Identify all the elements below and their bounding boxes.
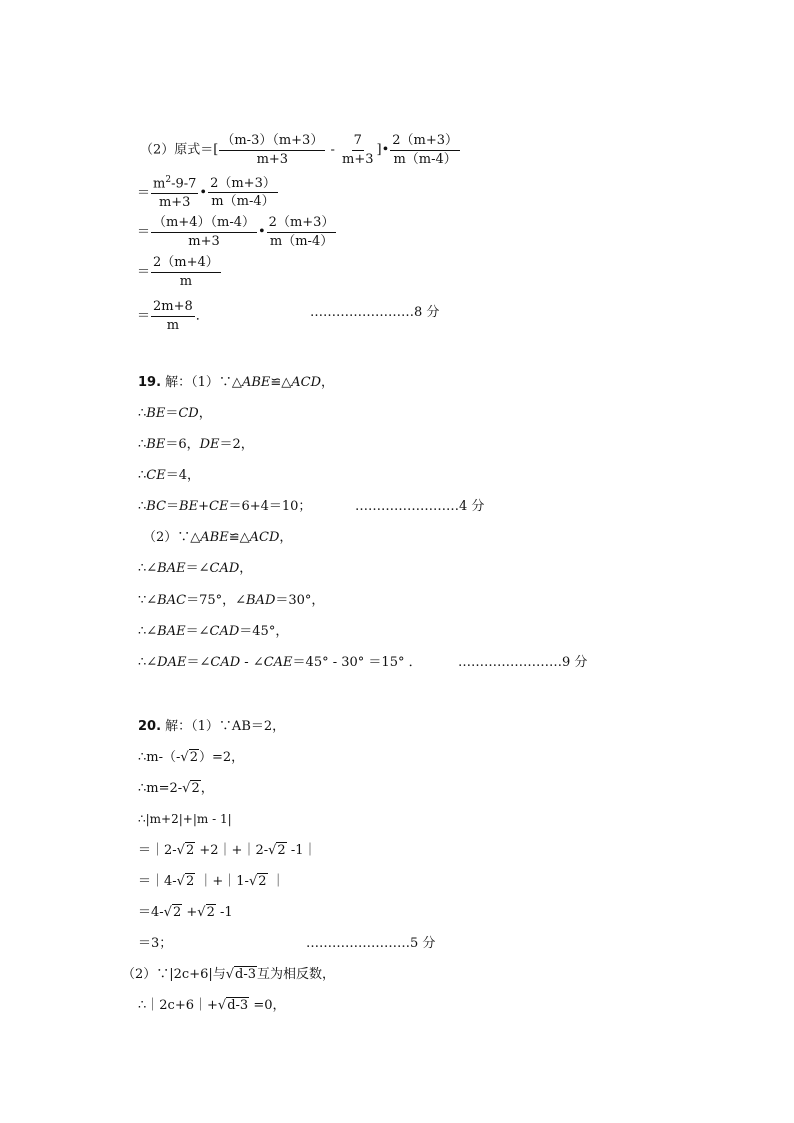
radicand: 2 xyxy=(206,905,215,920)
text: ∴m=2- xyxy=(138,781,183,796)
sqrt-icon xyxy=(197,906,216,919)
denominator: m+3 xyxy=(342,151,374,167)
p19-line-7 xyxy=(138,562,252,575)
fraction xyxy=(151,216,257,248)
radical-sign: √ xyxy=(197,905,206,920)
text: ∴ xyxy=(138,468,147,483)
text: ≌△ xyxy=(270,375,292,390)
text: ∴∠ xyxy=(138,655,158,670)
denominator: m+3 xyxy=(188,233,220,249)
p19-line-8 xyxy=(138,594,324,607)
radical-sign: √ xyxy=(176,843,185,858)
numerator: 2（m+3） xyxy=(267,216,337,233)
text: ＝2， xyxy=(219,437,254,452)
score-8: ……………………8 分 xyxy=(310,305,440,320)
text: CAD xyxy=(210,655,241,670)
p18-line-5 xyxy=(137,300,209,332)
p18-line-2 xyxy=(137,176,279,210)
radical-sign: √ xyxy=(268,843,277,858)
text: ∴m-（- xyxy=(138,750,181,765)
text: BE xyxy=(179,499,199,514)
text: BE xyxy=(146,406,166,421)
score-4: ……………………4 分 xyxy=(355,499,485,514)
numerator: 2m+8 xyxy=(151,300,195,317)
fraction xyxy=(267,216,337,248)
numerator: （m+4）（m-4） xyxy=(151,216,257,233)
fraction xyxy=(151,176,198,210)
radical-sign: √ xyxy=(176,874,185,889)
text: - xyxy=(326,142,339,158)
text: ）=2， xyxy=(198,750,245,765)
denominator: m+3 xyxy=(158,194,191,210)
denominator: m xyxy=(166,317,180,333)
p19-line-1 xyxy=(138,376,334,389)
text: ＝∠ xyxy=(186,655,211,670)
radicand: 2 xyxy=(185,843,195,858)
fraction xyxy=(151,300,195,332)
text: ∴|m+2|+|m - 1| xyxy=(138,812,232,826)
p20-line-5 xyxy=(138,844,316,857)
sqrt-icon xyxy=(164,906,183,919)
text: • xyxy=(381,142,390,158)
numerator: 2（m+4） xyxy=(151,256,221,273)
fraction xyxy=(340,134,376,166)
radicand: 2 xyxy=(191,781,200,796)
sqrt-icon xyxy=(249,875,268,888)
text: ∴∠ xyxy=(138,561,158,576)
text: ｜ xyxy=(267,874,285,889)
text: ＝4， xyxy=(165,468,200,483)
text: ＝75°，∠ xyxy=(186,593,246,608)
radical-sign: √ xyxy=(180,750,189,765)
text: CE xyxy=(146,468,166,483)
radicand: 2 xyxy=(189,750,198,765)
radicand: 2 xyxy=(258,874,267,889)
text: ∵∠ xyxy=(138,593,158,608)
text: ＝ xyxy=(137,308,151,324)
text: CAD xyxy=(209,561,240,576)
numerator xyxy=(151,176,198,194)
text: BAE xyxy=(157,561,186,576)
denominator: m（m-4） xyxy=(211,194,275,210)
superscript: 2 xyxy=(165,175,172,185)
question-number: 19. xyxy=(138,375,162,390)
text: • xyxy=(258,224,266,240)
text: ＝｜4- xyxy=(138,874,177,889)
sqrt-icon xyxy=(226,968,257,981)
text: -1｜ xyxy=(286,843,317,858)
p20-line-4 xyxy=(138,813,232,825)
text: ＝ xyxy=(137,224,151,240)
text: ＝3； xyxy=(138,936,173,951)
text: BE xyxy=(146,437,166,452)
text: • xyxy=(199,185,208,201)
p19-line-10 xyxy=(138,656,422,669)
p20-line-7 xyxy=(138,906,233,919)
text: （2）原式＝[ xyxy=(140,142,219,158)
text: ＝ xyxy=(165,406,179,421)
p18-line-1 xyxy=(140,134,461,166)
p20-line-1 xyxy=(138,720,285,733)
sqrt-icon xyxy=(182,782,201,795)
text: + xyxy=(198,499,209,514)
p20-line-6 xyxy=(138,875,285,888)
denominator: m（m-4） xyxy=(393,151,457,167)
text: DAE xyxy=(157,655,187,670)
fraction xyxy=(390,134,460,166)
p20-line-2 xyxy=(138,751,244,764)
text: ＝45°， xyxy=(239,624,289,639)
sqrt-icon xyxy=(218,999,249,1012)
text: BAD xyxy=(246,593,276,608)
radicand: 2 xyxy=(185,874,195,889)
text: - ∠ xyxy=(240,655,264,670)
text: ｜+｜1- xyxy=(195,874,249,889)
text: ＝ xyxy=(166,499,180,514)
text: + xyxy=(182,905,198,920)
p18-line-3 xyxy=(137,216,337,248)
text: ABE xyxy=(200,530,229,545)
text: ∴∠ xyxy=(138,624,158,639)
text: BAC xyxy=(157,593,187,608)
sqrt-icon xyxy=(180,751,199,764)
text: =0， xyxy=(249,998,286,1013)
radical-sign: √ xyxy=(225,967,235,982)
denominator: m xyxy=(179,273,193,289)
radical-sign: √ xyxy=(217,998,227,1013)
text: ABE xyxy=(241,375,271,390)
question-number: 20. xyxy=(138,719,162,734)
text: （2）∵△ xyxy=(143,530,201,545)
text: ＝∠ xyxy=(185,624,210,639)
sqrt-icon xyxy=(268,844,287,857)
text: ， xyxy=(321,375,335,390)
p20-line-8 xyxy=(138,937,172,950)
p18-line-4 xyxy=(137,256,222,288)
text: ∴｜2c+6｜+ xyxy=(138,998,218,1013)
text: ， xyxy=(200,781,214,796)
text: 互为相反数， xyxy=(257,967,336,982)
p19-line-9 xyxy=(138,625,288,638)
radical-sign: √ xyxy=(163,905,172,920)
text: ACD xyxy=(291,375,322,390)
text: ＝ xyxy=(137,264,151,280)
text: DE xyxy=(199,437,220,452)
p19-line-4 xyxy=(138,469,200,482)
text: ＝∠ xyxy=(185,561,210,576)
radicand: 2 xyxy=(172,905,182,920)
denominator: m（m-4） xyxy=(269,233,334,249)
text: BAE xyxy=(157,624,186,639)
sqrt-icon xyxy=(177,875,196,888)
radicand: 2 xyxy=(277,843,286,858)
text: -1 xyxy=(215,905,233,920)
numerator: 2（m+3） xyxy=(390,134,460,151)
numerator: 7 xyxy=(352,134,364,151)
text: m xyxy=(153,176,166,192)
p19-line-3 xyxy=(138,438,254,451)
text: ＝4- xyxy=(138,905,164,920)
text: 解：（1）∵AB＝2， xyxy=(161,719,286,734)
p19-line-2 xyxy=(138,407,212,420)
numerator: 2（m+3） xyxy=(208,177,278,194)
text: CAD xyxy=(209,624,240,639)
text: CAE xyxy=(263,655,293,670)
score-9: ……………………9 分 xyxy=(458,655,588,670)
text: ＝6+4＝10； xyxy=(228,499,312,514)
text: 解：（1）∵△ xyxy=(161,375,242,390)
p20-line-3 xyxy=(138,782,214,795)
text: +2｜+｜2- xyxy=(195,843,269,858)
score-5: ……………………5 分 xyxy=(306,936,436,951)
radical-sign: √ xyxy=(182,781,191,796)
text: ＝｜2- xyxy=(138,843,177,858)
sqrt-icon xyxy=(177,844,196,857)
denominator: m+3 xyxy=(256,151,289,167)
text: ＝45° - 30° ＝15° ． xyxy=(292,655,422,670)
text: ∴ xyxy=(138,499,147,514)
text: ＝30°， xyxy=(275,593,325,608)
p20-line-10 xyxy=(138,999,285,1012)
text: ， xyxy=(198,406,212,421)
text: ≌△ xyxy=(228,530,250,545)
text: ] xyxy=(376,142,382,158)
text: -9-7 xyxy=(171,176,197,192)
radicand: d-3 xyxy=(227,998,249,1013)
text: BC xyxy=(146,499,167,514)
numerator: （m-3）（m+3） xyxy=(219,134,325,151)
text: ， xyxy=(279,530,293,545)
text: ∴ xyxy=(138,437,147,452)
text: ， xyxy=(239,561,253,576)
text: ． xyxy=(195,308,209,324)
fraction xyxy=(208,177,278,209)
fraction xyxy=(219,134,325,166)
text: （2）∵|2c+6|与 xyxy=(122,967,226,982)
text: ∴ xyxy=(138,406,147,421)
text: ACD xyxy=(249,530,280,545)
text: ＝6， xyxy=(165,437,200,452)
fraction xyxy=(151,256,221,288)
radical-sign: √ xyxy=(248,874,258,889)
text: CD xyxy=(178,406,199,421)
p19-line-5 xyxy=(138,500,311,513)
radicand: d-3 xyxy=(235,967,257,982)
text: ＝ xyxy=(137,185,151,201)
p20-line-9 xyxy=(122,968,335,981)
text: CE xyxy=(209,499,229,514)
p19-line-6 xyxy=(143,531,292,544)
